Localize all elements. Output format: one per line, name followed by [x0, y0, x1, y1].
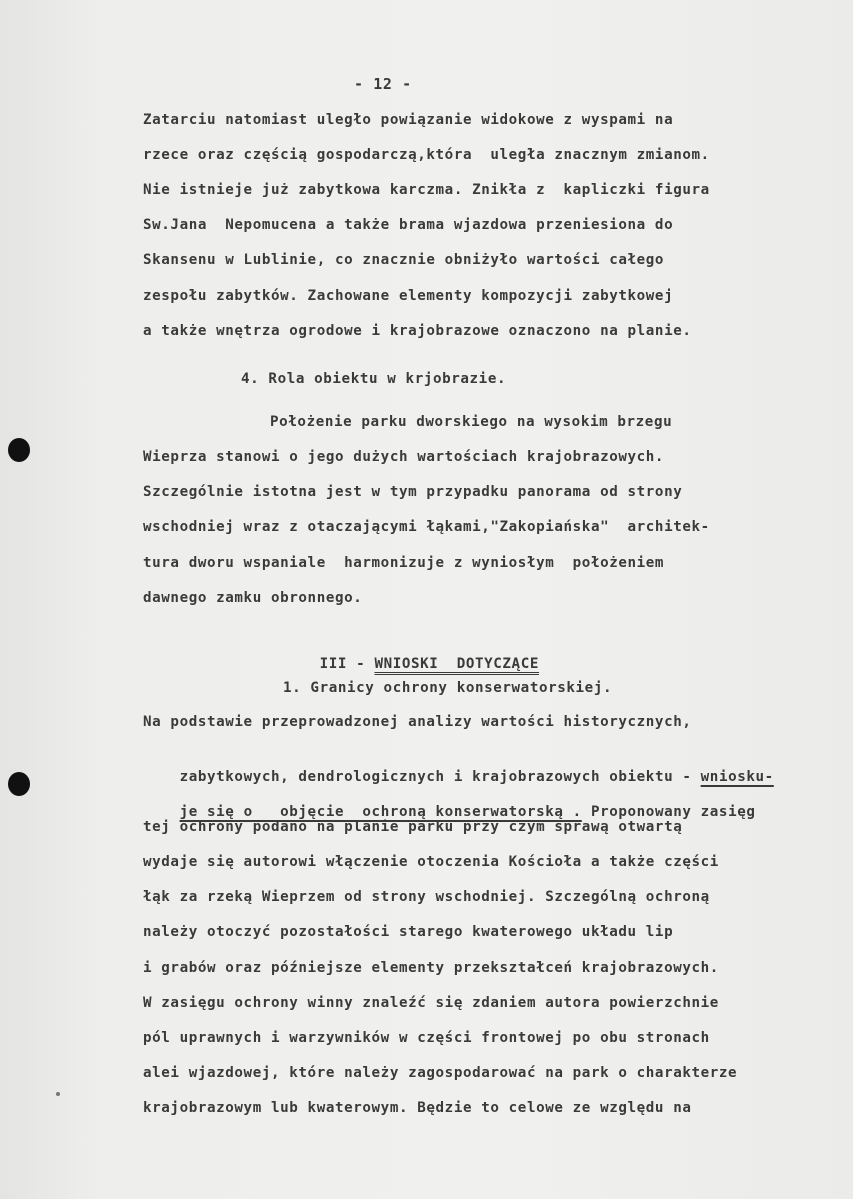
text-line: wschodniej wraz z otaczającymi łąkami,"Zakopiańska" architek- — [143, 519, 710, 535]
text-line: Sw.Jana Nepomucena a także brama wjazdowa przeniesiona do — [143, 217, 674, 233]
text-line: i grabów oraz późniejsze elementy przekształceń krajobrazowych. — [143, 960, 719, 976]
text-line: należy otoczyć pozostałości starego kwaterowego układu lip — [143, 924, 674, 940]
text-line: Skansenu w Lublinie, co znacznie obniżyło wartości całego — [143, 252, 665, 268]
underlined-text: je się o objęcie ochroną konserwatorską . — [179, 804, 582, 820]
text-line: tej ochrony podano na planie parku przy czym sprawą otwartą — [143, 819, 683, 835]
chapter-number: III - — [319, 656, 375, 672]
punch-hole-lower — [8, 772, 30, 796]
section-heading: 4. Rola obiektu w krjobrazie. — [241, 371, 507, 387]
text-line: Zatarciu natomiast uległo powiązanie widokowe z wyspami na — [143, 112, 674, 128]
text-line: łąk za rzeką Wieprzem od strony wschodniej. Szczególną ochroną — [143, 889, 710, 905]
text-line: dawnego zamku obronnego. — [143, 590, 363, 606]
text-line: alei wjazdowej, które należy zagospodarować na park o charakterze — [143, 1065, 738, 1081]
page-number: - 12 - — [354, 75, 412, 93]
paper-speck — [56, 1092, 60, 1096]
text-line: a także wnętrza ogrodowe i krajobrazowe oznaczono na planie. — [143, 323, 692, 339]
text-line: pól uprawnych i warzywników w części frontowej po obu stronach — [143, 1030, 710, 1046]
punch-hole-upper — [8, 438, 30, 462]
text-line: je się o objęcie ochroną konserwatorską . Proponowany zasięg — [179, 804, 756, 820]
text-line: wydaje się autorowi włączenie otoczenia Kościoła a także części — [143, 854, 719, 870]
chapter-title: WNIOSKI DOTYCZĄCE — [374, 656, 539, 672]
text-line: W zasięgu ochrony winny znaleźć się zdaniem autora powierzchnie — [143, 995, 719, 1011]
text-line: rzece oraz częścią gospodarczą,która uległa znacznym zmianom. — [143, 147, 710, 163]
underlined-text: wniosku- — [700, 769, 774, 785]
text-line: krajobrazowym lub kwaterowym. Będzie to celowe ze względu na — [143, 1100, 692, 1116]
text-line: Szczególnie istotna jest w tym przypadku panorama od strony — [143, 484, 683, 500]
text-line: Nie istnieje już zabytkowa karczma. Znikła z kapliczki figura — [143, 182, 710, 198]
text-line: zespołu zabytków. Zachowane elementy kompozycji zabytkowej — [143, 288, 674, 304]
text-line: tura dworu wspaniale harmonizuje z wyniosłym położeniem — [143, 555, 665, 571]
subsection-heading: 1. Granicy ochrony konserwatorskiej. — [283, 680, 613, 696]
text-line: zabytkowych, dendrologicznych i krajobrazowych obiektu - wniosku- — [179, 769, 774, 785]
text-line: Na podstawie przeprowadzonej analizy wartości historycznych, — [143, 714, 692, 730]
text-line: Położenie parku dworskiego na wysokim brzegu — [270, 414, 673, 430]
text-line: Wieprza stanowi o jego dużych wartościach krajobrazowych. — [143, 449, 665, 465]
